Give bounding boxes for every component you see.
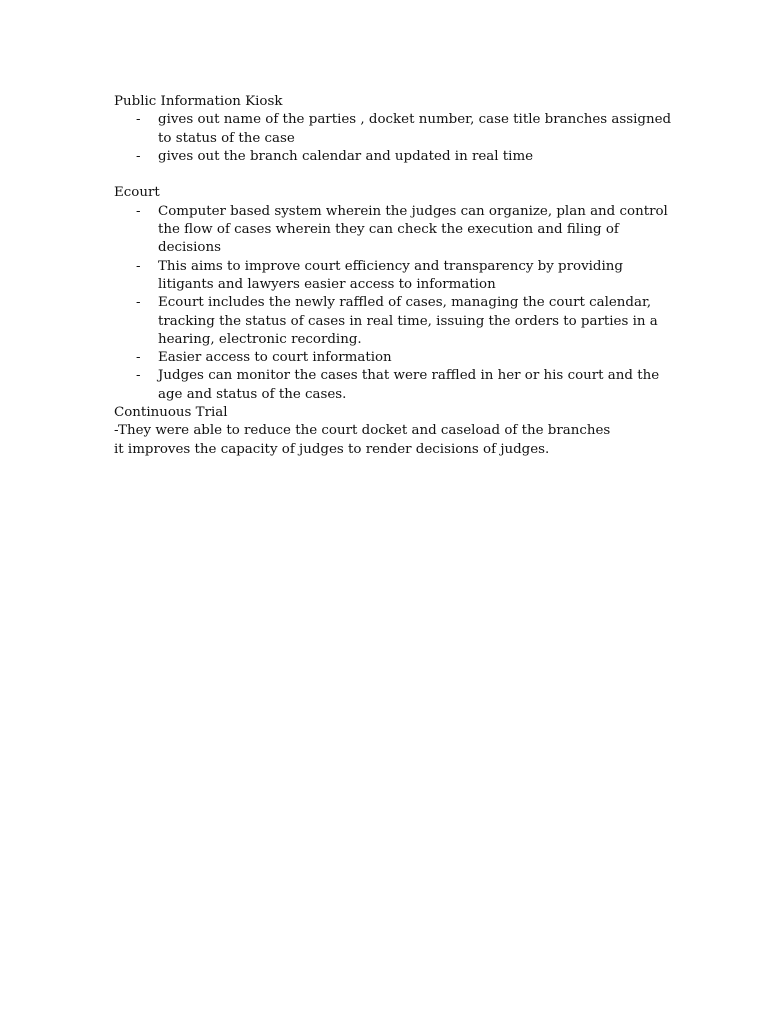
dash-bullet-icon: - bbox=[136, 203, 141, 219]
dash-bullet-icon: - bbox=[136, 258, 141, 274]
ecourt-bullet-list bbox=[114, 203, 674, 404]
section-heading-public-information-kiosk: Public Information Kiosk bbox=[114, 94, 283, 109]
paragraph-line: it improves the capacity of judges to render decisions of judges. bbox=[114, 441, 550, 457]
list-item bbox=[114, 203, 674, 258]
section-heading-ecourt: Ecourt bbox=[114, 185, 160, 201]
section-spacer bbox=[114, 166, 674, 184]
document-page bbox=[114, 93, 674, 459]
dash-bullet-icon: - bbox=[136, 368, 141, 384]
list-item bbox=[114, 294, 674, 349]
bullet-text: gives out the branch calendar and updated in real time bbox=[158, 148, 534, 164]
list-item bbox=[114, 349, 674, 367]
bullet-text: Ecourt includes the newly raffled of cases, managing the court calendar, tracking the status of cases in real time, issuing the orders to parties in a hearing, electronic recording. bbox=[158, 295, 658, 347]
dash-bullet-icon: - bbox=[136, 112, 141, 128]
list-item bbox=[114, 111, 674, 148]
kiosk-bullet-list bbox=[114, 111, 674, 166]
paragraph-line: -They were able to reduce the court docket and caseload of the branches bbox=[114, 423, 611, 439]
bullet-text: gives out name of the parties , docket number, case title branches assigned to status of the case bbox=[158, 112, 672, 146]
bullet-text: Judges can monitor the cases that were raffled in her or his court and the age and status of the cases. bbox=[158, 368, 660, 402]
dash-bullet-icon: - bbox=[136, 148, 141, 164]
list-item bbox=[114, 258, 674, 295]
list-item bbox=[114, 148, 674, 166]
bullet-text: Easier access to court information bbox=[158, 350, 392, 366]
section-heading-continuous-trial: Continuous Trial bbox=[114, 405, 228, 421]
dash-bullet-icon: - bbox=[136, 350, 141, 366]
dash-bullet-icon: - bbox=[136, 295, 141, 311]
list-item bbox=[114, 367, 674, 404]
bullet-text: Computer based system wherein the judges can organize, plan and control the flow of cases wherein they can check the execution and filing of decisions bbox=[158, 203, 668, 256]
bullet-text: This aims to improve court efficiency and transparency by providing litigants and lawyers easier access to information bbox=[158, 258, 623, 292]
